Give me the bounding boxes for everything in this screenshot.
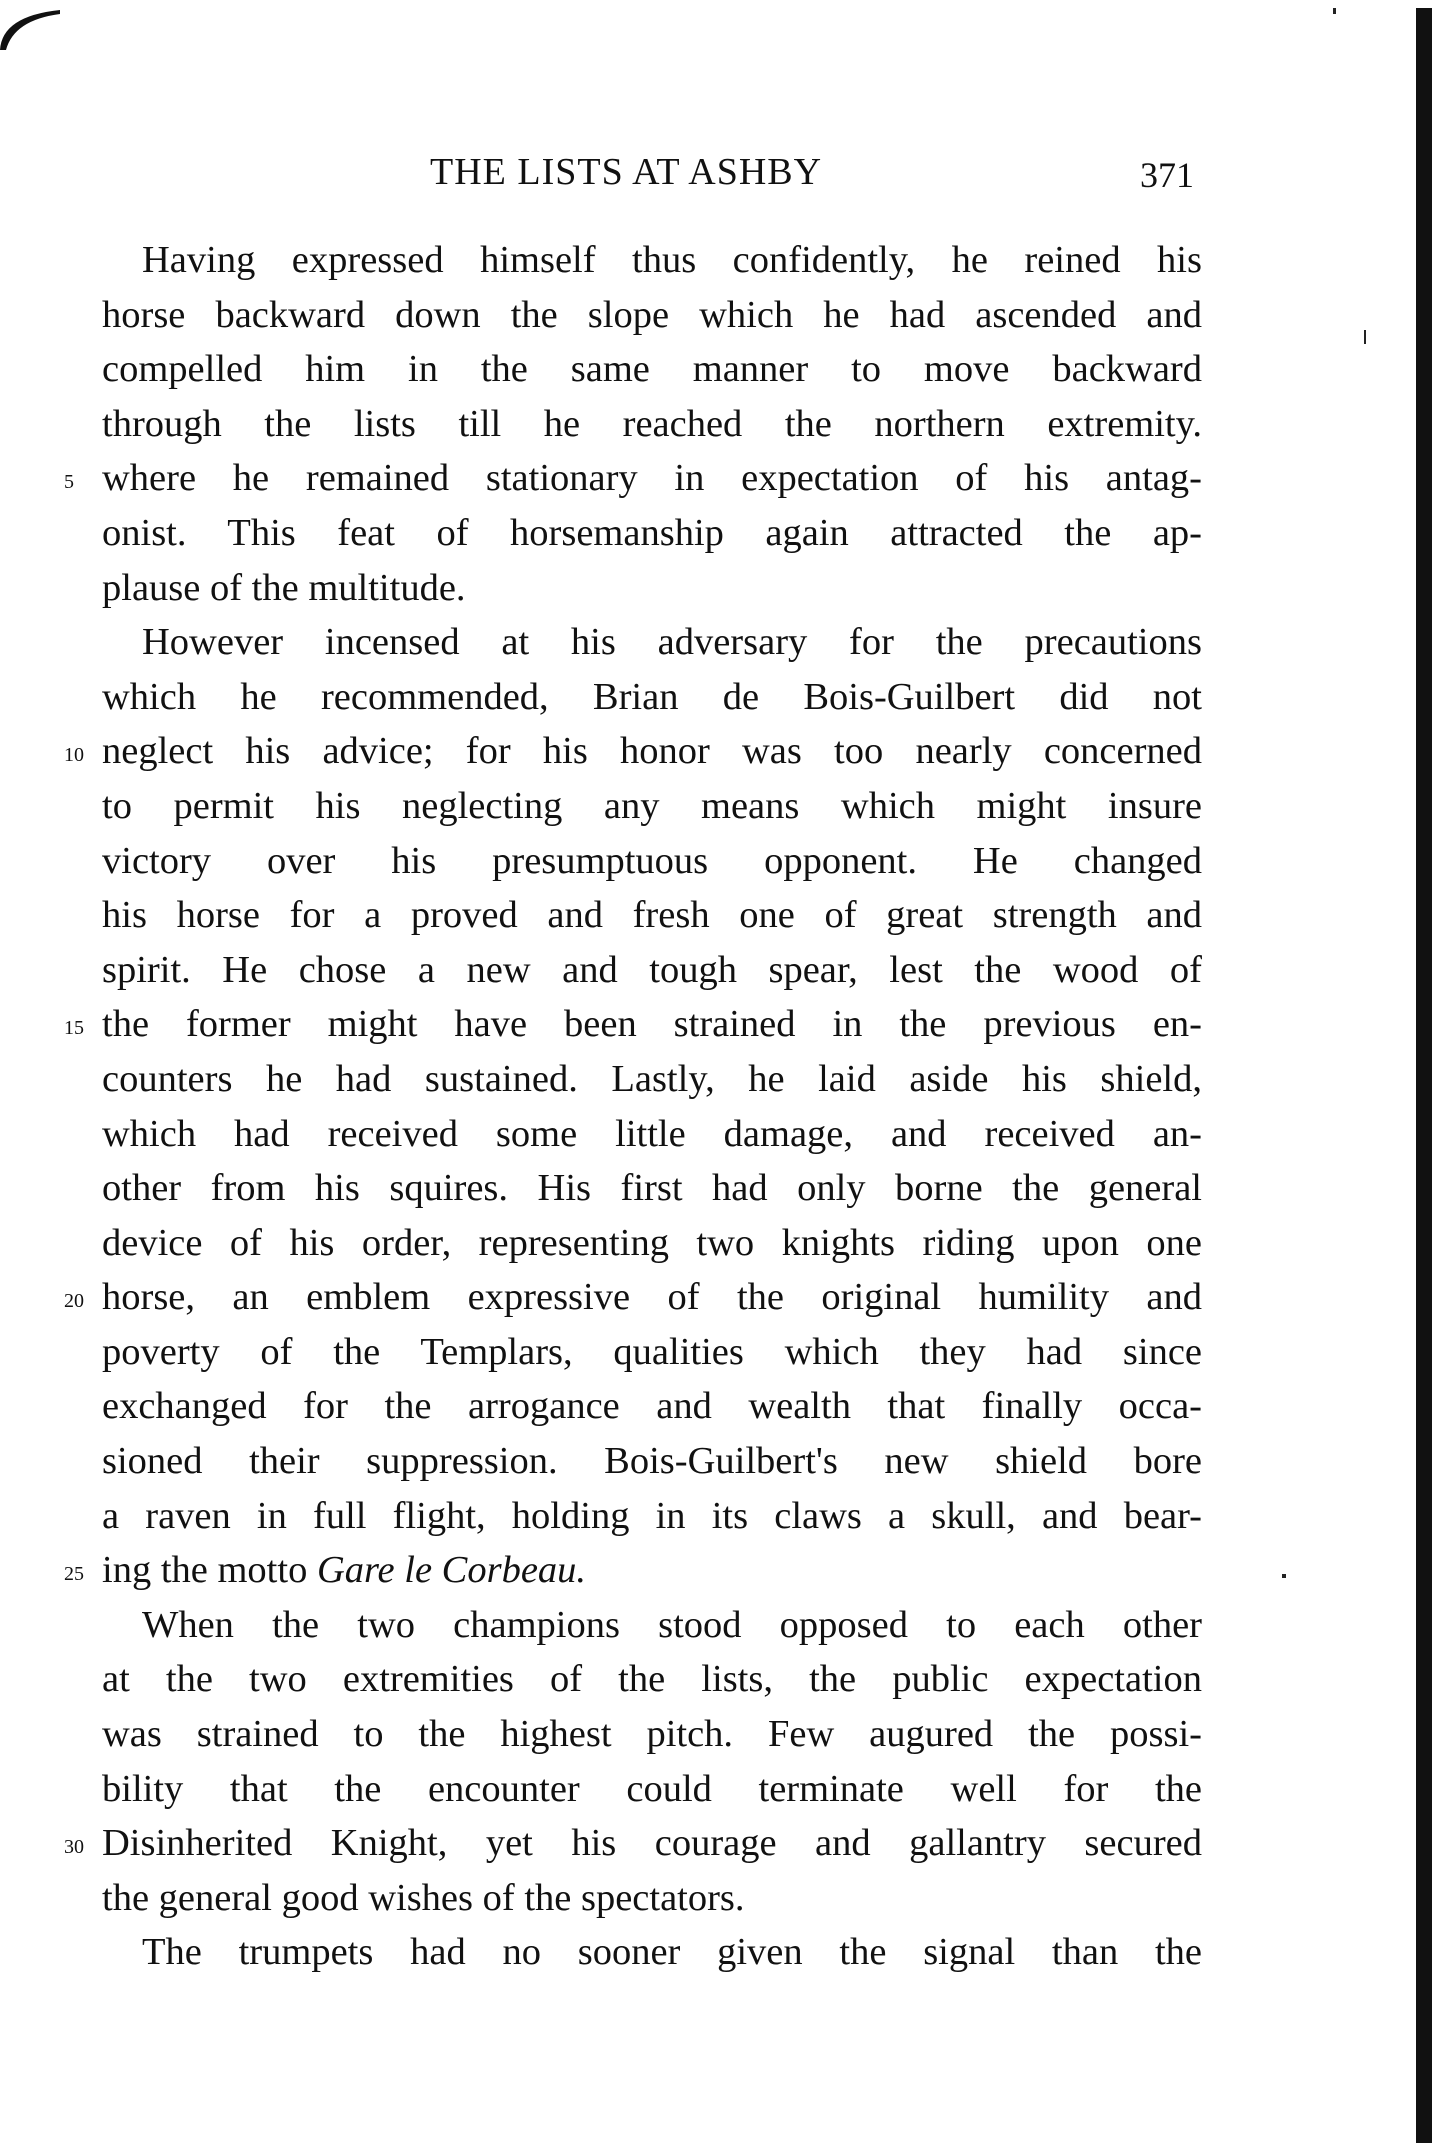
text-line — [102, 288, 1202, 343]
line-number: 5 — [64, 471, 74, 494]
text-line — [64, 724, 1202, 779]
line-text: the general good wishes of the spectators. — [102, 1876, 745, 1919]
line-text: compelled him in the same manner to move backward — [102, 348, 1202, 391]
line-text: counters he had sustained. Lastly, he laid aside his shield, — [102, 1057, 1202, 1100]
line-text: which he recommended, Brian de Bois-Guilbert did not — [102, 675, 1202, 718]
text-line — [102, 670, 1202, 725]
text-line — [64, 1543, 1202, 1598]
line-text: exchanged for the arrogance and wealth that finally occa- — [102, 1385, 1202, 1428]
line-number: 30 — [64, 1836, 84, 1859]
line-text: where he remained stationary in expectation of his antag- — [102, 457, 1202, 500]
line-text: his horse for a proved and fresh one of great strength and — [102, 894, 1202, 937]
text-line — [102, 1598, 1202, 1653]
text-line — [102, 1434, 1202, 1489]
speck — [1364, 330, 1366, 344]
line-text: spirit. He chose a new and tough spear, lest the wood of — [102, 948, 1202, 991]
page-body — [64, 233, 1202, 1980]
text-line — [64, 1270, 1202, 1325]
text-line — [102, 943, 1202, 998]
line-text: bility that the encounter could terminate well for the — [102, 1767, 1202, 1810]
text-line — [102, 779, 1202, 834]
page-number: 371 — [1140, 155, 1194, 195]
line-text: Disinherited Knight, yet his courage and gallantry secured — [102, 1822, 1202, 1865]
line-text: neglect his advice; for his honor was too nearly concerned — [102, 730, 1202, 773]
line-text: victory over his presumptuous opponent. He changed — [102, 839, 1202, 882]
line-text: horse backward down the slope which he had ascended and — [102, 293, 1202, 336]
line-number: 20 — [64, 1290, 84, 1313]
text-line — [102, 1107, 1202, 1162]
text-line — [102, 1052, 1202, 1107]
text-line — [102, 342, 1202, 397]
chapter-title: THE LISTS AT ASHBY — [430, 151, 823, 193]
text-line — [102, 1489, 1202, 1544]
text-line — [102, 233, 1202, 288]
text-line — [64, 1816, 1202, 1871]
text-line — [102, 506, 1202, 561]
line-number: 25 — [64, 1563, 84, 1586]
text-line — [102, 1762, 1202, 1817]
line-text: a raven in full flight, holding in its claws a skull, and bear- — [102, 1494, 1202, 1537]
text-line — [102, 1871, 1202, 1926]
line-text: the former might have been strained in the previous en- — [102, 1003, 1202, 1046]
speck — [1333, 8, 1336, 14]
page-corner-mark — [0, 10, 60, 50]
text-line — [102, 1379, 1202, 1434]
line-number: 10 — [64, 744, 84, 767]
line-text: which had received some little damage, and received an- — [102, 1112, 1202, 1155]
line-text: ing the motto Gare le Corbeau. — [102, 1549, 587, 1592]
line-text: device of his order, representing two knights riding upon one — [102, 1221, 1202, 1264]
line-text: Having expressed himself thus confidently, he reined his — [142, 239, 1202, 281]
text-line — [102, 1652, 1202, 1707]
text-line — [102, 615, 1202, 670]
line-text: sioned their suppression. Bois-Guilbert's new shield bore — [102, 1440, 1202, 1483]
text-line — [102, 834, 1202, 889]
text-line — [102, 1161, 1202, 1216]
running-header — [0, 150, 1432, 200]
line-text: to permit his neglecting any means which might insure — [102, 784, 1202, 827]
text-line — [102, 1325, 1202, 1380]
line-text: The trumpets had no sooner given the signal than the — [142, 1931, 1202, 1974]
text-line — [102, 1925, 1202, 1980]
line-text: onist. This feat of horsemanship again attracted the ap- — [102, 511, 1202, 554]
line-text: horse, an emblem expressive of the original humility and — [102, 1276, 1202, 1319]
text-line — [64, 451, 1202, 506]
line-number: 15 — [64, 1017, 84, 1040]
line-text: was strained to the highest pitch. Few augured the possi- — [102, 1713, 1202, 1756]
text-line — [102, 1216, 1202, 1271]
line-text: When the two champions stood opposed to each other — [142, 1603, 1202, 1646]
line-text: plause of the multitude. — [102, 566, 466, 609]
text-line — [64, 997, 1202, 1052]
line-text: However incensed at his adversary for the precautions — [142, 621, 1202, 664]
line-text: poverty of the Templars, qualities which they had since — [102, 1330, 1202, 1373]
line-text: through the lists till he reached the northern extremity. — [102, 402, 1202, 445]
text-line — [102, 397, 1202, 452]
text-line — [102, 888, 1202, 943]
text-line — [102, 1707, 1202, 1762]
line-text: other from his squires. His first had only borne the general — [102, 1167, 1202, 1210]
line-text: at the two extremities of the lists, the public expectation — [102, 1658, 1202, 1701]
page-edge-shadow — [1416, 8, 1432, 2143]
speck — [1282, 1574, 1286, 1578]
text-line — [102, 561, 1202, 616]
